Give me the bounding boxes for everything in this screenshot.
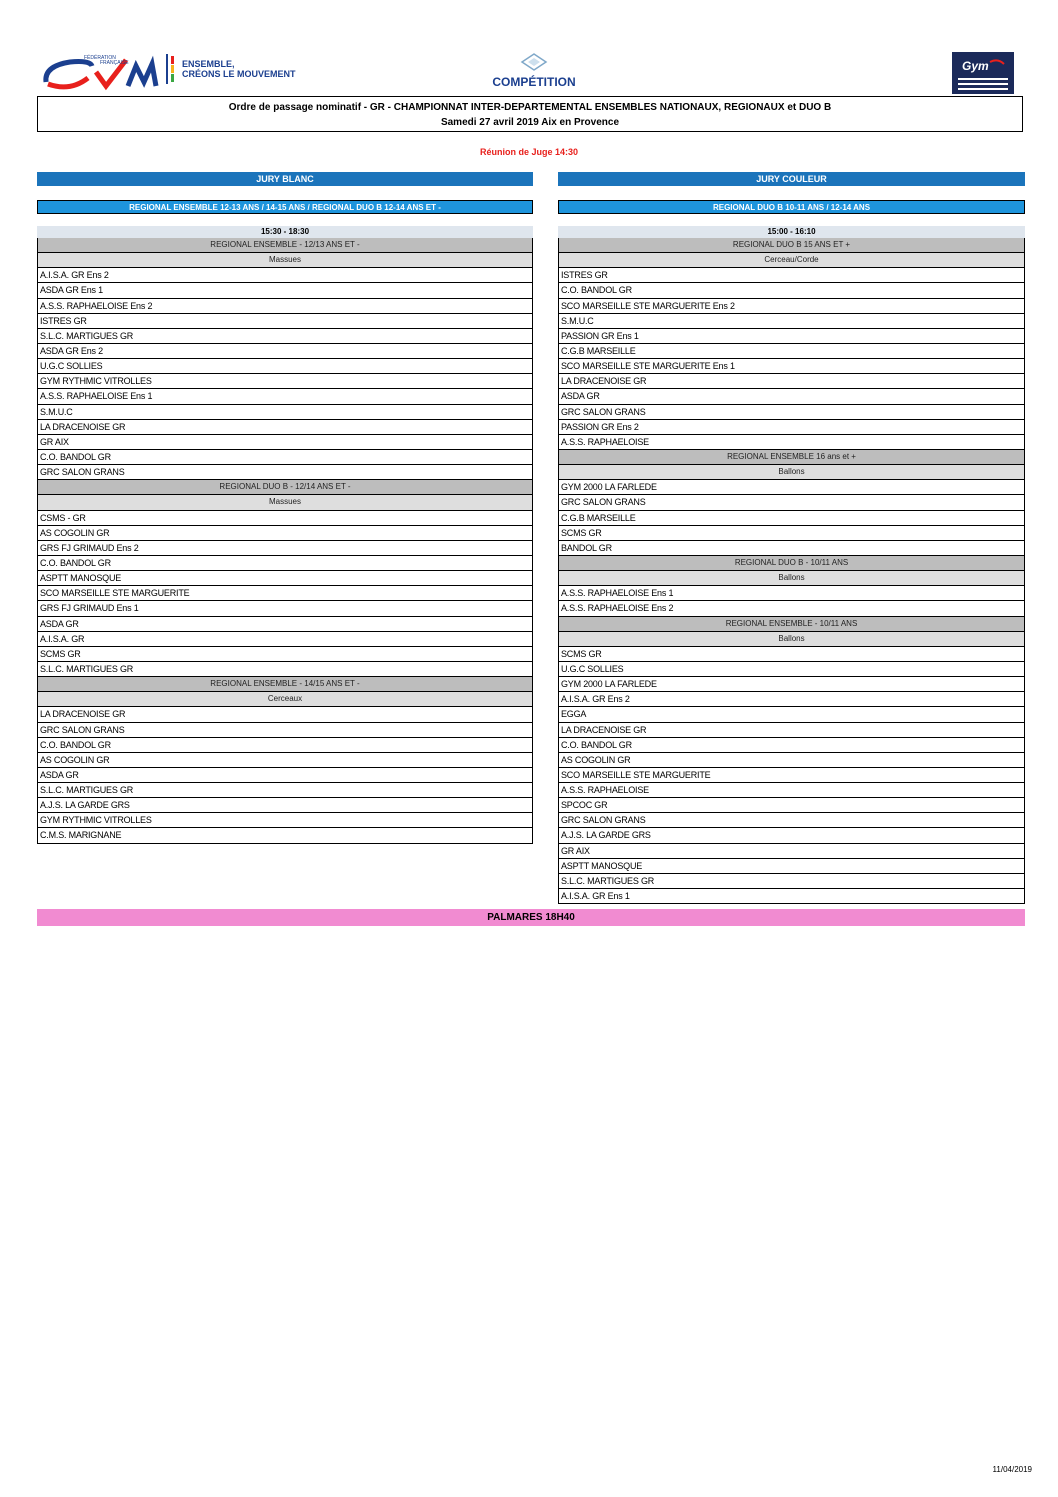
club-row: SCO MARSEILLE STE MARGUERITE	[558, 768, 1025, 783]
club-row: GYM 2000 LA FARLEDE	[558, 677, 1025, 692]
category-bar: REGIONAL DUO B 10-11 ANS / 12-14 ANS	[558, 200, 1025, 214]
club-row: SCO MARSEILLE STE MARGUERITE	[37, 586, 533, 601]
club-row: U.G.C SOLLIES	[37, 359, 533, 374]
club-row: ASDA GR Ens 1	[37, 283, 533, 298]
ffg-logo-line2: FRANÇAISE	[100, 60, 129, 66]
club-row: C.O. BANDOL GR	[37, 738, 533, 753]
club-row: GR AIX	[558, 844, 1025, 859]
apparatus-row: Ballons	[558, 632, 1025, 647]
club-row: C.G.B MARSEILLE	[558, 344, 1025, 359]
club-row: C.O. BANDOL GR	[558, 283, 1025, 298]
category-bar: REGIONAL ENSEMBLE 12-13 ANS / 14-15 ANS / REGIONAL DUO B 12-14 ANS ET -	[37, 200, 533, 214]
club-row: C.O. BANDOL GR	[37, 450, 533, 465]
title-line2: Samedi 27 avril 2019 Aix en Provence	[440, 117, 620, 128]
slogan-line1: ENSEMBLE,	[182, 59, 235, 69]
category-header-row: REGIONAL ENSEMBLE - 12/13 ANS ET -	[37, 238, 533, 253]
club-row: ISTRES GR	[558, 268, 1025, 283]
club-row: C.O. BANDOL GR	[37, 556, 533, 571]
club-row: GYM RYTHMIC VITROLLES	[37, 374, 533, 389]
club-row: SCMS GR	[558, 647, 1025, 662]
apparatus-row: Massues	[37, 253, 533, 268]
club-row: CSMS - GR	[37, 511, 533, 526]
footer-date: 11/04/2019	[992, 1465, 1032, 1474]
club-row: ISTRES GR	[37, 314, 533, 329]
club-row: A.S.S. RAPHAELOISE Ens 2	[37, 299, 533, 314]
apparatus-row: Cerceau/Corde	[558, 253, 1025, 268]
club-row: SCO MARSEILLE STE MARGUERITE Ens 2	[558, 299, 1025, 314]
club-row: GRC SALON GRANS	[558, 405, 1025, 420]
club-row: S.M.U.C	[558, 314, 1025, 329]
club-row: PASSION GR Ens 2	[558, 420, 1025, 435]
order-list	[558, 238, 1025, 904]
jury-meeting-time: Réunion de Juge 14:30	[479, 147, 579, 157]
club-row: A.I.S.A. GR Ens 1	[558, 889, 1025, 904]
club-row: A.S.S. RAPHAELOISE Ens 1	[558, 586, 1025, 601]
slogan-line2: CRÉONS LE MOUVEMENT	[182, 69, 296, 79]
category-header-row: REGIONAL ENSEMBLE - 10/11 ANS	[558, 617, 1025, 632]
category-header-row: REGIONAL ENSEMBLE - 14/15 ANS ET -	[37, 677, 533, 692]
club-row: SCMS GR	[558, 526, 1025, 541]
club-row: LA DRACENOISE GR	[37, 420, 533, 435]
club-row: U.G.C SOLLIES	[558, 662, 1025, 677]
club-row: S.M.U.C	[37, 405, 533, 420]
club-row: GRC SALON GRANS	[37, 465, 533, 480]
time-slot: 15:30 - 18:30	[37, 226, 533, 238]
jury-couleur-column	[558, 172, 1025, 904]
club-row: GRS FJ GRIMAUD Ens 1	[37, 601, 533, 616]
club-row: PASSION GR Ens 1	[558, 329, 1025, 344]
club-row: SCMS GR	[37, 647, 533, 662]
club-row: GR AIX	[37, 435, 533, 450]
club-row: AS COGOLIN GR	[558, 753, 1025, 768]
club-row: C.G.B MARSEILLE	[558, 511, 1025, 526]
club-row: S.L.C. MARTIGUES GR	[558, 874, 1025, 889]
order-list	[37, 238, 533, 844]
club-row: A.S.S. RAPHAELOISE Ens 1	[37, 389, 533, 404]
category-header-row: REGIONAL DUO B - 10/11 ANS	[558, 556, 1025, 571]
club-row: ASDA GR Ens 2	[37, 344, 533, 359]
club-row: GRC SALON GRANS	[37, 723, 533, 738]
document-title	[37, 96, 1023, 132]
club-row: A.J.S. LA GARDE GRS	[37, 798, 533, 813]
category-header-row: REGIONAL DUO B - 12/14 ANS ET -	[37, 480, 533, 495]
club-row: ASDA GR	[558, 389, 1025, 404]
club-row: AS COGOLIN GR	[37, 753, 533, 768]
club-row: ASDA GR	[37, 768, 533, 783]
category-header-row: REGIONAL DUO B 15 ANS ET +	[558, 238, 1025, 253]
club-row: GRC SALON GRANS	[558, 495, 1025, 510]
apparatus-row: Ballons	[558, 571, 1025, 586]
club-row: GRC SALON GRANS	[558, 813, 1025, 828]
club-row: S.L.C. MARTIGUES GR	[37, 662, 533, 677]
club-row: A.I.S.A. GR Ens 2	[37, 268, 533, 283]
club-row: AS COGOLIN GR	[37, 526, 533, 541]
jury-header: JURY BLANC	[37, 172, 533, 186]
club-row: GRS FJ GRIMAUD Ens 2	[37, 541, 533, 556]
club-row: BANDOL GR	[558, 541, 1025, 556]
club-row: A.J.S. LA GARDE GRS	[558, 828, 1025, 843]
club-row: A.S.S. RAPHAELOISE	[558, 435, 1025, 450]
time-slot: 15:00 - 16:10	[558, 226, 1025, 238]
club-row: ASDA GR	[37, 617, 533, 632]
club-row: GYM 2000 LA FARLEDE	[558, 480, 1025, 495]
club-row: A.S.S. RAPHAELOISE Ens 2	[558, 601, 1025, 616]
jury-blanc-column	[37, 172, 533, 844]
club-row: A.I.S.A. GR Ens 2	[558, 692, 1025, 707]
competition-label: COMPÉTITION	[492, 75, 576, 89]
title-line1: Ordre de passage nominatif - GR - CHAMPIONNAT INTER-DEPARTEMENTAL ENSEMBLES NATIONAUX, REGIONAUX et DUO B	[228, 102, 832, 113]
club-row: C.M.S. MARIGNANE	[37, 828, 533, 843]
club-row: ASPTT MANOSQUE	[37, 571, 533, 586]
comite-logo-word: Gym	[962, 59, 989, 73]
club-row: LA DRACENOISE GR	[558, 374, 1025, 389]
category-header-row: REGIONAL ENSEMBLE 16 ans et +	[558, 450, 1025, 465]
club-row: SCO MARSEILLE STE MARGUERITE Ens 1	[558, 359, 1025, 374]
palmares-banner: PALMARES 18H40	[37, 909, 1025, 926]
club-row: ASPTT MANOSQUE	[558, 859, 1025, 874]
club-row: A.I.S.A. GR	[37, 632, 533, 647]
ffg-logo-line1: FÉDÉRATION	[84, 55, 116, 61]
club-row: A.S.S. RAPHAELOISE	[558, 783, 1025, 798]
apparatus-row: Ballons	[558, 465, 1025, 480]
club-row: LA DRACENOISE GR	[558, 723, 1025, 738]
club-row: SPCOC GR	[558, 798, 1025, 813]
club-row: S.L.C. MARTIGUES GR	[37, 329, 533, 344]
club-row: GYM RYTHMIC VITROLLES	[37, 813, 533, 828]
club-row: C.O. BANDOL GR	[558, 738, 1025, 753]
apparatus-row: Massues	[37, 495, 533, 510]
competition-logo	[478, 52, 590, 92]
jury-header: JURY COULEUR	[558, 172, 1025, 186]
comite-regional-logo	[952, 52, 1014, 94]
ffgym-logo	[40, 52, 320, 96]
club-row: S.L.C. MARTIGUES GR	[37, 783, 533, 798]
club-row: EGGA	[558, 707, 1025, 722]
apparatus-row: Cerceaux	[37, 692, 533, 707]
club-row: LA DRACENOISE GR	[37, 707, 533, 722]
